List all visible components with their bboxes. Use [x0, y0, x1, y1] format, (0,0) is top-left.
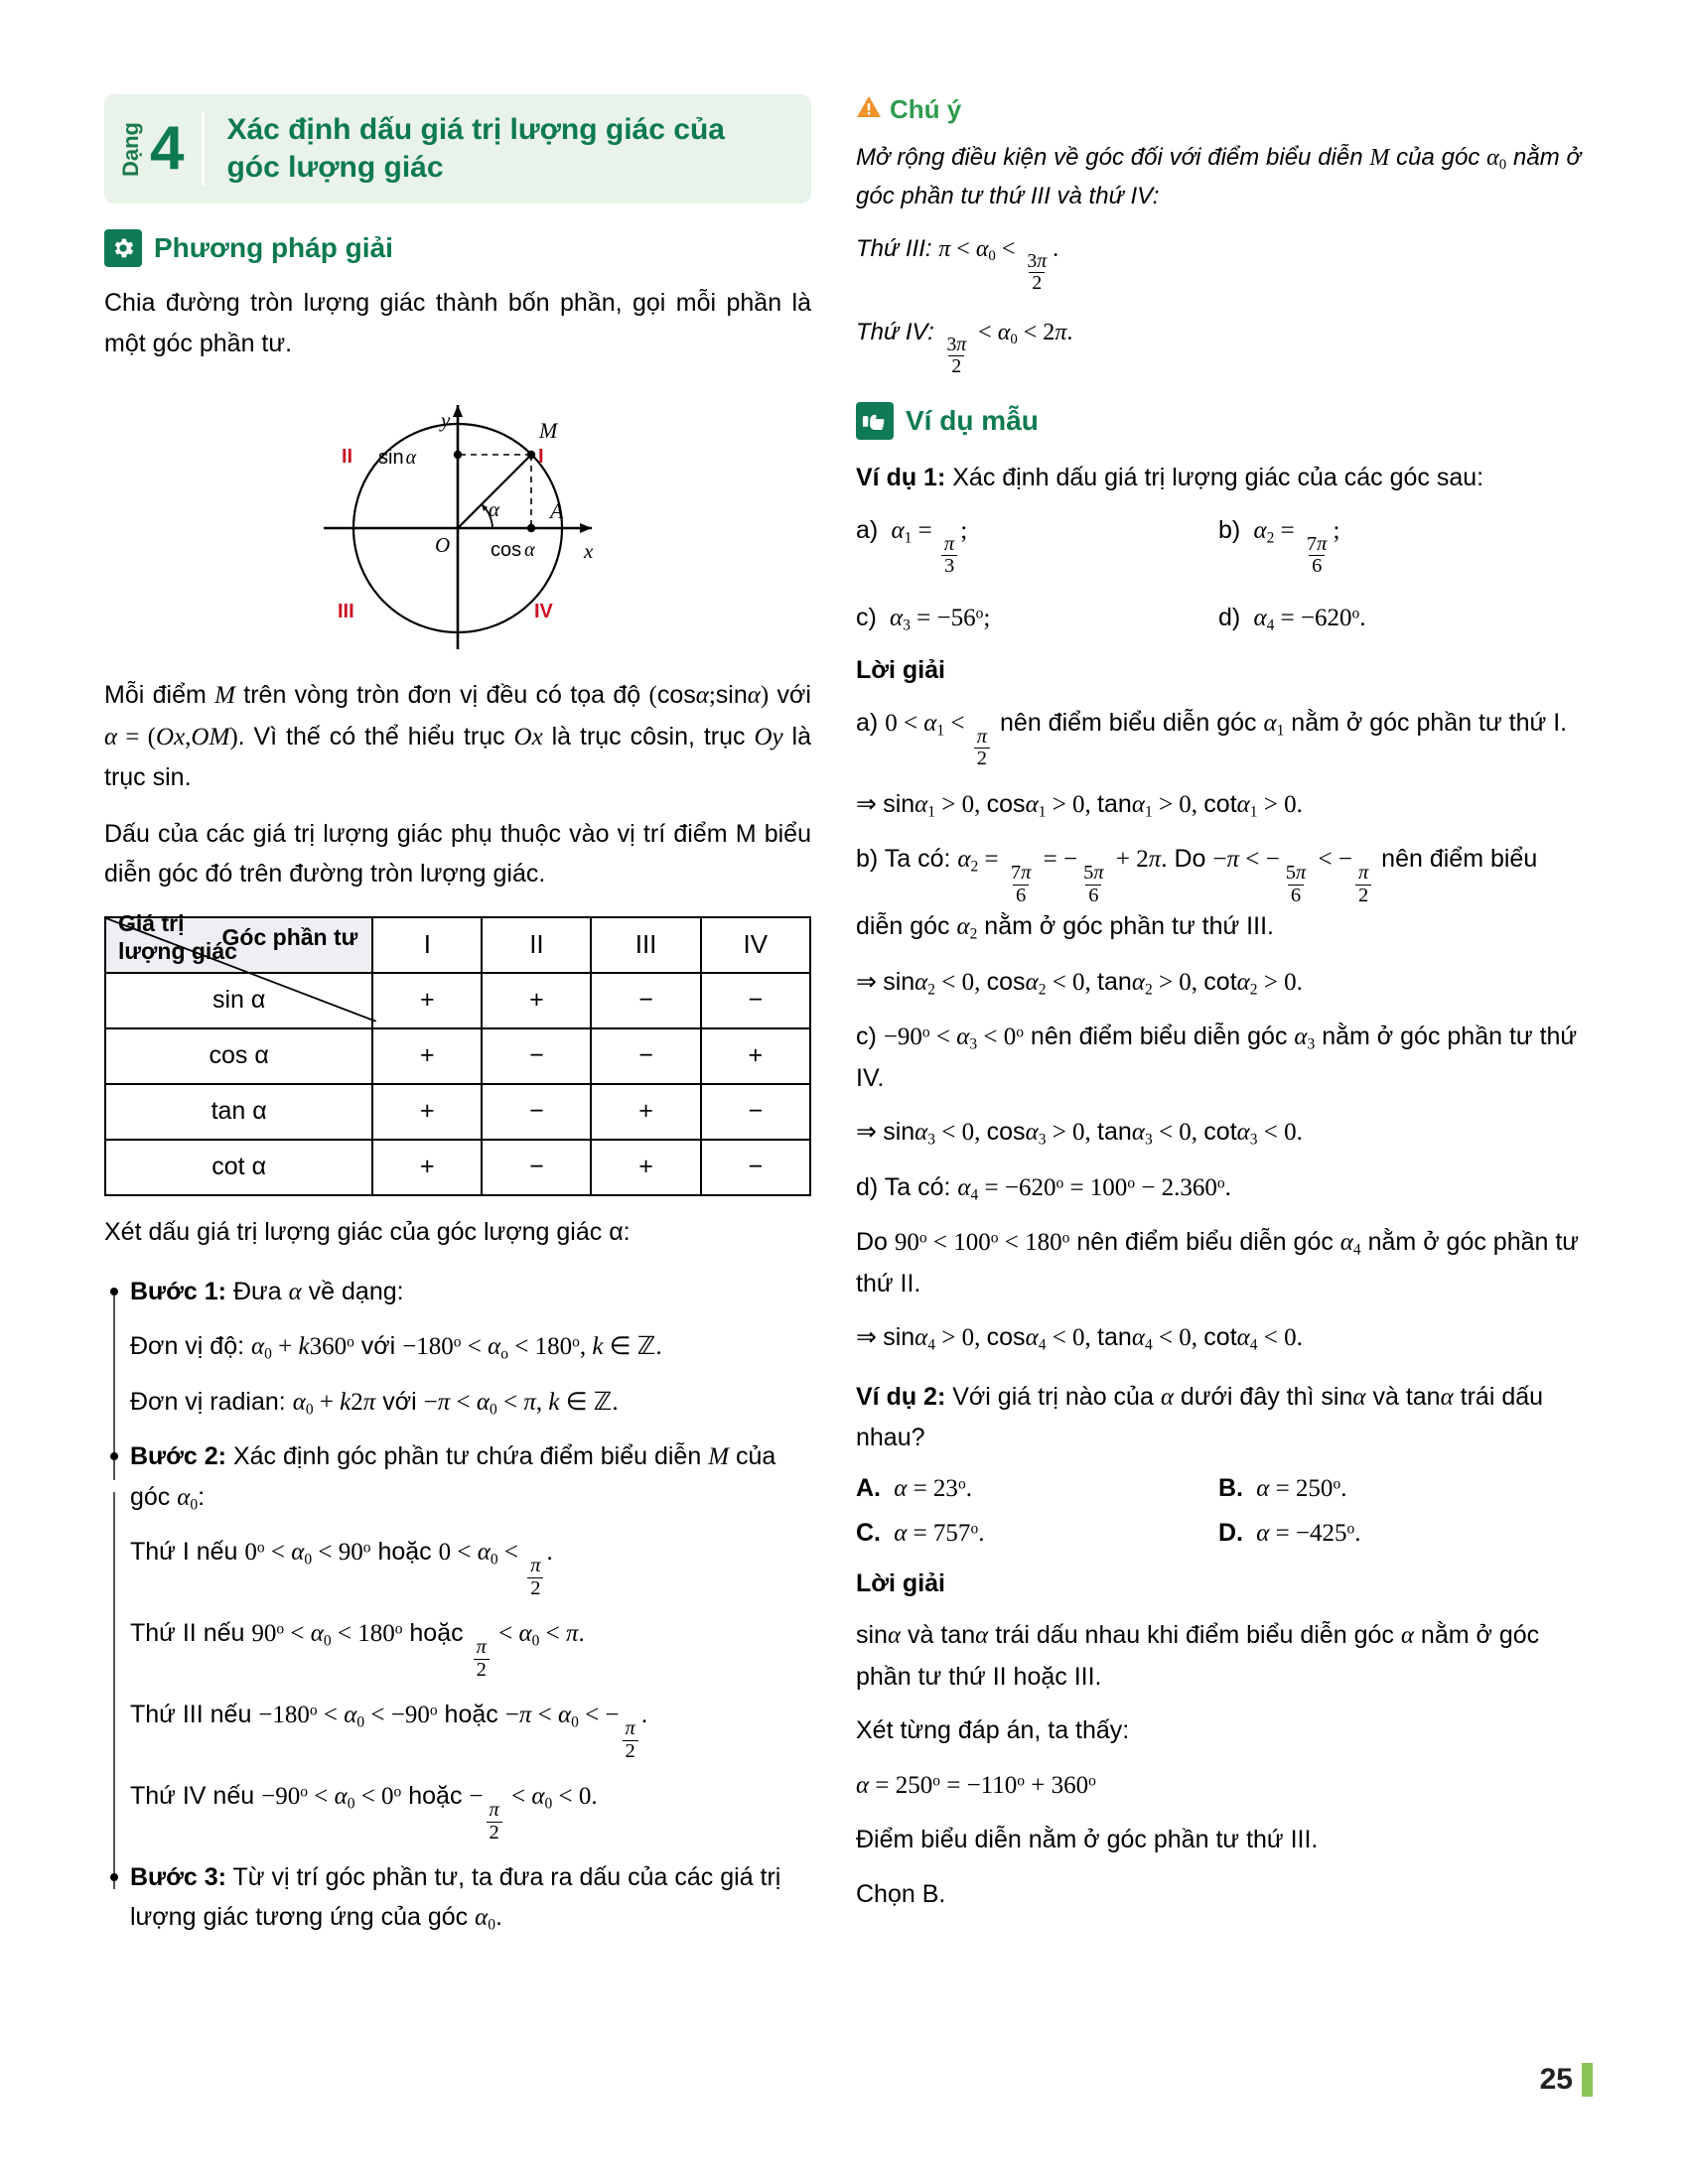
step-1 — [104, 1272, 811, 1312]
col-header-II: II — [482, 917, 591, 973]
vi-du-2-solution-line3: $\alpha = 250^o = -110^o + 360^o$ — [856, 1771, 1096, 1799]
intro-paragraph: Chia đường tròn lượng giác thành bốn phần, gọi mỗi phần là một góc phần tư. — [104, 289, 811, 357]
loi-giai-1: Lời giải — [856, 656, 946, 685]
dang-title-line1: Xác định dấu giá trị lượng giác của — [226, 112, 725, 146]
option-C — [856, 1519, 1218, 1548]
p2-c: trên vòng tròn đơn vị đều có tọa độ — [234, 681, 649, 709]
header-goc-phan-tu: Góc phần tư — [221, 923, 358, 950]
cell-tan-I: + — [372, 1084, 482, 1140]
vi-du-1-text: Xác định dấu giá trị lượng giác của các góc sau: — [945, 464, 1484, 492]
vi-du-2-prompt: Ví dụ 2: Với giá trị nào của α dưới đây thì sinα và tanα trái dấu nhau? — [856, 1382, 1544, 1452]
quadrant-I-rule: Thứ I nếu $0^o < \alpha_0 < 90^o$ hoặc $0 < \alpha_0$ < $\frac{\pi}{2}$ . — [130, 1538, 553, 1599]
warning-triangle-icon — [856, 95, 882, 124]
page-footer — [1540, 2063, 1593, 2097]
cell-sin-III: − — [591, 973, 700, 1028]
quadrant-III-rule: Thứ III nếu $-180^o < \alpha_0 < -90^o$ hoặc $-\pi < \alpha_0$ < − $\frac{\pi}{2}$ . — [130, 1701, 648, 1762]
solution-a-line1: a) $0 < \alpha_1$ < $\frac{\pi}{2}$ nên điểm biểu diễn góc $\alpha_1$ nằm ở góc phần tư thứ I. — [856, 708, 1568, 770]
unit-circle-svg — [294, 381, 622, 659]
row-label-cot: cot α — [105, 1140, 372, 1195]
header-gia-tri-luong-giac: Giá trị lượng giác — [118, 910, 237, 965]
option-C-key: C. — [856, 1518, 881, 1547]
cell-sin-II: + — [482, 973, 591, 1028]
table-row — [105, 1028, 810, 1084]
cell-tan-II: − — [482, 1084, 591, 1140]
chu-y-quadrant-IV: Thứ IV: $\frac{3\pi}{2}$ < $\alpha_0 < 2\pi$. — [856, 318, 1073, 377]
axis-y-label: y — [441, 408, 451, 432]
unit-circle-figure — [104, 381, 811, 659]
gear-icon — [104, 229, 142, 267]
item-a-expr: $\alpha_1$ = $\frac{\pi}{3}$ ; — [891, 516, 968, 578]
option-B-expr: $\alpha = 250^o$. — [1256, 1474, 1347, 1502]
p2-ox: Ox — [513, 723, 543, 751]
p2-d: . Vì thế có thể hiểu trục — [237, 722, 514, 751]
option-D — [1218, 1519, 1581, 1548]
hand-pointing-icon — [856, 402, 894, 440]
p2-f: là trục sin. — [104, 722, 811, 791]
vi-du-1-items-row-1 — [856, 516, 1581, 578]
item-d-key: d) — [1218, 604, 1241, 631]
option-A — [856, 1474, 1218, 1503]
step-1-degree: Đơn vị độ: $\alpha_0 + k360^o$ với $-180^o < \alpha_o < 180^o$, k ∈ ℤ. — [130, 1332, 662, 1363]
cell-tan-IV: − — [701, 1084, 810, 1140]
item-b-expr: $\alpha_2$ = $\frac{7\pi}{6}$ ; — [1253, 516, 1340, 578]
col-header-IV: IV — [701, 917, 810, 973]
quadrant-IV-label: IV — [534, 601, 553, 622]
vi-du-2-solution-line1: sinα và tanα trái dấu nhau khi điểm biểu diễn góc α nằm ở góc phần tư thứ II hoặc III. — [856, 1621, 1540, 1691]
vi-du-2-label: Ví dụ 2: — [856, 1382, 946, 1411]
point-a-label: A — [550, 498, 564, 523]
right-column — [856, 94, 1581, 1914]
cell-sin-I: + — [372, 973, 482, 1028]
dang-heading-box — [104, 94, 811, 204]
steps-list — [104, 1272, 811, 1938]
step-3-text: Từ vị trí góc phần tư, ta đưa ra dấu của các giá trị lượng giác tương ứng của góc $\alpha_0$. — [130, 1863, 781, 1934]
chu-y-quadrant-III: Thứ III: $\pi < \alpha_0$ < $\frac{3\pi}{2}$ . — [856, 234, 1059, 294]
table-row — [105, 1084, 810, 1140]
step-2 — [104, 1436, 811, 1518]
solution-d-line3: ⇒ sinα$_4$ > 0, cosα$_4$ < 0, tanα$_4$ < 0, cotα$_4$ < 0. — [856, 1323, 1303, 1354]
step-1-label: Bước 1: — [130, 1278, 227, 1305]
vi-du-1-items-row-2 — [856, 604, 1581, 634]
item-c-expr: $\alpha_3 = -56^o$; — [890, 605, 991, 634]
quadrant-III-label: III — [338, 601, 354, 622]
p2-e: là trục côsin, trục — [542, 722, 755, 751]
vi-du-1-prompt — [856, 458, 1581, 498]
quadrant-II-label: II — [342, 446, 353, 468]
phuong-phap-giai-title: Phương pháp giải — [154, 232, 393, 263]
solution-a-line2: ⇒ sinα$_1$ > 0, cosα$_1$ > 0, tanα$_1$ > 0, cotα$_1$ > 0. — [856, 789, 1303, 821]
step-1-text: Đưa α về dạng: — [226, 1278, 404, 1305]
option-D-key: D. — [1218, 1518, 1243, 1547]
quadrant-II-rule: Thứ II nếu $90^o < \alpha_0 < 180^o$ hoặc $\frac{\pi}{2}$ < $\alpha_0 < \pi$. — [130, 1619, 585, 1681]
option-C-expr: $\alpha = 757^o$. — [894, 1519, 985, 1547]
option-D-expr: $\alpha = -425^o$. — [1256, 1519, 1361, 1547]
point-m-label: M — [539, 418, 558, 443]
option-B-key: B. — [1218, 1473, 1243, 1502]
cos-alpha-label: cos α — [491, 539, 535, 561]
option-B — [1218, 1474, 1581, 1503]
dang-number: 4 — [150, 114, 185, 183]
vi-du-2-options-row-1 — [856, 1474, 1581, 1503]
loi-giai-2: Lời giải — [856, 1569, 946, 1597]
p2-coords: (cosα;sinα) — [648, 681, 770, 709]
p2-m: M — [214, 682, 235, 709]
angle-alpha-label: α — [489, 497, 500, 521]
vi-du-2-options-row-2 — [856, 1519, 1581, 1548]
col-header-I: I — [372, 917, 482, 973]
p2-with: với — [769, 681, 811, 709]
table-header-row — [105, 917, 810, 973]
col-header-III: III — [591, 917, 700, 973]
cell-cot-II: − — [482, 1140, 591, 1195]
xet-dau-line: Xét dấu giá trị lượng giác của góc lượng giác α: — [104, 1217, 631, 1246]
step-2-label: Bước 2: — [130, 1442, 227, 1470]
vi-du-2-solution-line4: Điểm biểu diễn nằm ở góc phần tư thứ III. — [856, 1826, 1319, 1854]
p2-oy: Oy — [754, 723, 783, 751]
p2-a: Mỗi điểm — [104, 681, 215, 709]
sign-table — [104, 910, 811, 1196]
cell-tan-III: + — [591, 1084, 700, 1140]
origin-label: O — [435, 533, 451, 557]
row-label-cos: cos α — [105, 1028, 372, 1084]
solution-d-line2: Do $90^o < 100^o < 180^o$ nên điểm biểu diễn góc $\alpha_4$ nằm ở góc phần tư thứ II. — [856, 1228, 1580, 1297]
item-a-key: a) — [856, 515, 879, 544]
chu-y-header — [856, 94, 1581, 125]
option-A-expr: $\alpha = 23^o$. — [894, 1474, 972, 1502]
vi-du-mau-title: Ví dụ mẫu — [906, 405, 1039, 437]
table-corner-header — [105, 910, 372, 973]
vi-du-1-item-b — [1218, 516, 1581, 578]
vi-du-1-label: Ví dụ 1: — [856, 464, 946, 492]
step-1-radian: Đơn vị radian: $\alpha_0 + k2\pi$ với $-\pi < \alpha_0 < \pi$, k ∈ ℤ. — [130, 1387, 619, 1418]
page-number: 25 — [1539, 2063, 1573, 2096]
quadrant-IV-rule: Thứ IV nếu $-90^o < \alpha_0 < 0^o$ hoặc − $\frac{\pi}{2}$ < $\alpha_0 < 0$. — [130, 1782, 598, 1843]
solution-b-line2: ⇒ sinα$_2$ < 0, cosα$_2$ < 0, tanα$_2$ > 0, cotα$_2$ > 0. — [856, 967, 1303, 999]
cell-cot-IV: − — [701, 1140, 810, 1195]
vi-du-1-item-d — [1218, 604, 1581, 634]
step-3-label: Bước 3: — [130, 1863, 227, 1892]
vi-du-mau-header — [856, 402, 1581, 440]
solution-c-line1: $c) -90^o < \alpha_3 < 0^o$ nên điểm biểu diễn góc $\alpha_3$ nằm ở góc phần tư thứ IV. — [856, 1023, 1578, 1092]
dang-title-line2: góc lượng giác — [226, 151, 444, 184]
vi-du-1-item-c — [856, 604, 1218, 634]
table-row — [105, 1140, 810, 1195]
item-b-key: b) — [1218, 515, 1241, 544]
solution-b-line1: b) Ta có: $\alpha_2$ = $\frac{7\pi}{6}$ = − $\frac{5\pi}{6}$ + 2π. Do −π < − $\frac{5\pi}{6}$ < − $\frac{\pi}{2}$ nên điểm biểu diễn góc $\alpha_2$ nằm ở góc phần tư thứ III. — [856, 845, 1538, 943]
dang-separator — [202, 112, 205, 186]
quadrant-I-label: I — [538, 446, 544, 468]
cell-cos-III: − — [591, 1028, 700, 1084]
sin-alpha-label: sin α — [378, 447, 417, 469]
chu-y-paragraph: Mở rộng điều kiện về góc đối với điểm biểu diễn M của góc $\alpha_0$ nằm ở góc phần tư thứ III và thứ IV: — [856, 144, 1581, 209]
cell-cos-II: − — [482, 1028, 591, 1084]
cell-cos-IV: + — [701, 1028, 810, 1084]
cell-cos-I: + — [372, 1028, 482, 1084]
chu-y-title: Chú ý — [890, 94, 962, 124]
item-d-expr: $\alpha_4 = -620^o$. — [1253, 605, 1366, 634]
row-label-tan: tan α — [105, 1084, 372, 1140]
axis-x-label: x — [584, 539, 594, 563]
step-vertical-rule-2 — [113, 1492, 115, 1889]
vi-du-2-solution-line5: Chọn B. — [856, 1879, 946, 1908]
cell-sin-IV: − — [701, 973, 810, 1028]
cell-cot-III: + — [591, 1140, 700, 1195]
paragraph-sign-depends: Dấu của các giá trị lượng giác phụ thuộc vào vị trí điểm M biểu diễn góc đó trên đường tròn lượng giác. — [104, 819, 811, 887]
left-column — [104, 94, 811, 1938]
phuong-phap-giai-header — [104, 229, 811, 267]
item-c-key: c) — [856, 604, 877, 631]
solution-c-line2: ⇒ sinα$_3$ < 0, cosα$_3$ > 0, tanα$_3$ < 0, cotα$_3$ < 0. — [856, 1118, 1303, 1149]
dang-title — [226, 111, 724, 188]
solution-d-line1: d) Ta có: $\alpha_4 = -620^o = 100^o - 2.360^o$. — [856, 1172, 1231, 1204]
dang-label: Dạng — [118, 121, 143, 177]
vi-du-1-item-a — [856, 516, 1218, 578]
cell-cot-I: + — [372, 1140, 482, 1195]
row-label-sin: sin α — [105, 973, 372, 1028]
step-3 — [104, 1857, 811, 1938]
option-A-key: A. — [856, 1473, 881, 1502]
vi-du-2-solution-line2: Xét từng đáp án, ta thấy: — [856, 1716, 1130, 1745]
p2-eq: α = (Ox,OM) — [104, 723, 238, 751]
step-2-text: Xác định góc phần tư chứa điểm biểu diễn M của góc $\alpha_0$: — [130, 1442, 776, 1514]
paragraph-coords — [104, 675, 811, 798]
page-marker-bar — [1582, 2063, 1593, 2097]
